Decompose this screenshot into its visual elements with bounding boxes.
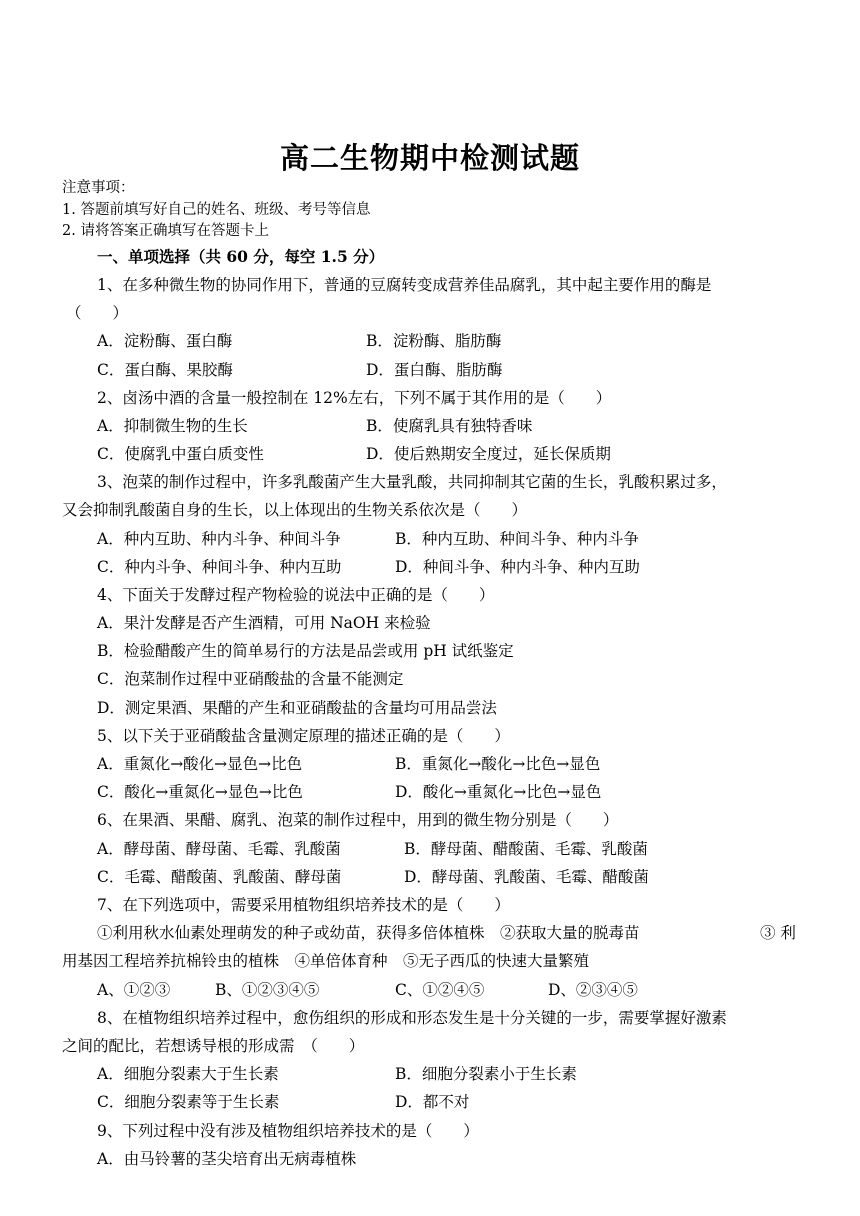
option-c: C．种内斗争、种间斗争、种内互助 [97,558,342,576]
option-b: B．酵母菌、醋酸菌、毛霉、乳酸菌 [404,840,648,858]
option-c: C、①②④⑤ [395,981,485,999]
option-d: D．使后熟期安全度过，延长保质期 [366,445,611,463]
option-c: C．蛋白酶、果胶酶 [97,361,233,379]
option-a: A．酵母菌、酵母菌、毛霉、乳酸菌 [97,840,341,858]
option-b: B．使腐乳具有独特香味 [366,417,533,435]
question-stem: 5、以下关于亚硝酸盐含量测定原理的描述正确的是（ ） [97,727,510,745]
question-stem: ①利用秋水仙素处理萌发的种子或幼苗，获得多倍体植株 ②获取大量的脱毒苗 [97,924,640,942]
option-b: B．细胞分裂素小于生长素 [395,1065,577,1083]
question-stem: 用基因工程培养抗棉铃虫的植株 ④单倍体育种 ⑤无子西瓜的快速大量繁殖 [62,952,590,970]
option-d: D．种间斗争、种内斗争、种内互助 [395,558,640,576]
option-a: A．淀粉酶、蛋白酶 [97,332,233,350]
notice-item: 1. 答题前填写好自己的姓名、班级、考号等信息 [62,202,371,218]
option-a: A．重氮化→酸化→显色→比色 [97,755,303,773]
option-d: D、②③④⑤ [548,981,638,999]
option-c: C．毛霉、醋酸菌、乳酸菌、酵母菌 [97,868,342,886]
option-c: C．使腐乳中蛋白质变性 [97,445,264,463]
option-b: B．种内互助、种间斗争、种内斗争 [395,530,639,548]
option-a: A、①②③ [97,981,171,999]
option-b: B．检验醋酸产生的简单易行的方法是品尝或用 pH 试纸鉴定 [97,642,514,660]
section-heading: 一、单项选择（共 60 分，每空 1.5 分） [97,247,385,266]
option-d: D．酵母菌、乳酸菌、毛霉、醋酸菌 [404,868,649,886]
question-stem: ③ 利 [760,924,796,942]
question-stem: 之间的配比，若想诱导根的形成需 （ ） [62,1037,365,1055]
option-a: A．果汁发酵是否产生酒精，可用 NaOH 来检验 [97,614,431,632]
option-d: D．都不对 [395,1093,470,1111]
option-a: A．细胞分裂素大于生长素 [97,1065,279,1083]
option-a: A．由马铃薯的茎尖培育出无病毒植株 [97,1150,357,1168]
option-c: C．泡菜制作过程中亚硝酸盐的含量不能测定 [97,670,404,688]
option-c: C．酸化→重氮化→显色→比色 [97,783,303,801]
question-stem: 8、在植物组织培养过程中，愈伤组织的形成和形态发生是十分关键的一步，需要掌握好激素 [97,1009,727,1027]
option-a: A．种内互助、种内斗争、种间斗争 [97,530,341,548]
option-d: D．测定果酒、果醋的产生和亚硝酸盐的含量均可用品尝法 [97,699,497,717]
question-stem: 7、在下列选项中，需要采用植物组织培养技术的是（ ） [97,896,510,914]
question-stem: （ ） [66,304,129,322]
question-stem: 4、下面关于发酵过程产物检验的说法中正确的是（ ） [97,586,495,604]
question-stem: 1、在多种微生物的协同作用下，普通的豆腐转变成营养佳品腐乳，其中起主要作用的酶是 [97,276,712,294]
option-d: D．酸化→重氮化→比色→显色 [395,783,602,801]
question-stem: 2、卤汤中酒的含量一般控制在 12%左右，下列不属于其作用的是（ ） [97,389,612,407]
option-a: A．抑制微生物的生长 [97,417,248,435]
option-b: B、①②③④⑤ [215,981,320,999]
option-b: B．重氮化→酸化→比色→显色 [395,755,601,773]
question-stem: 又会抑制乳酸菌自身的生长，以上体现出的生物关系依次是（ ） [62,501,528,519]
option-d: D．蛋白酶、脂肪酶 [366,361,503,379]
option-b: B．淀粉酶、脂肪酶 [366,332,502,350]
notice-heading: 注意事项： [62,180,135,196]
question-stem: 3、泡菜的制作过程中，许多乳酸菌产生大量乳酸，共同抑制其它菌的生长，乳酸积累过多， [97,473,727,491]
page-title: 高二生物期中检测试题 [279,141,580,175]
question-stem: 9、下列过程中没有涉及植物组织培养技术的是（ ） [97,1122,479,1140]
question-stem: 6、在果酒、果醋、腐乳、泡菜的制作过程中，用到的微生物分别是（ ） [97,811,619,829]
notice-item: 2. 请将答案正确填写在答题卡上 [62,223,269,239]
option-c: C．细胞分裂素等于生长素 [97,1093,280,1111]
